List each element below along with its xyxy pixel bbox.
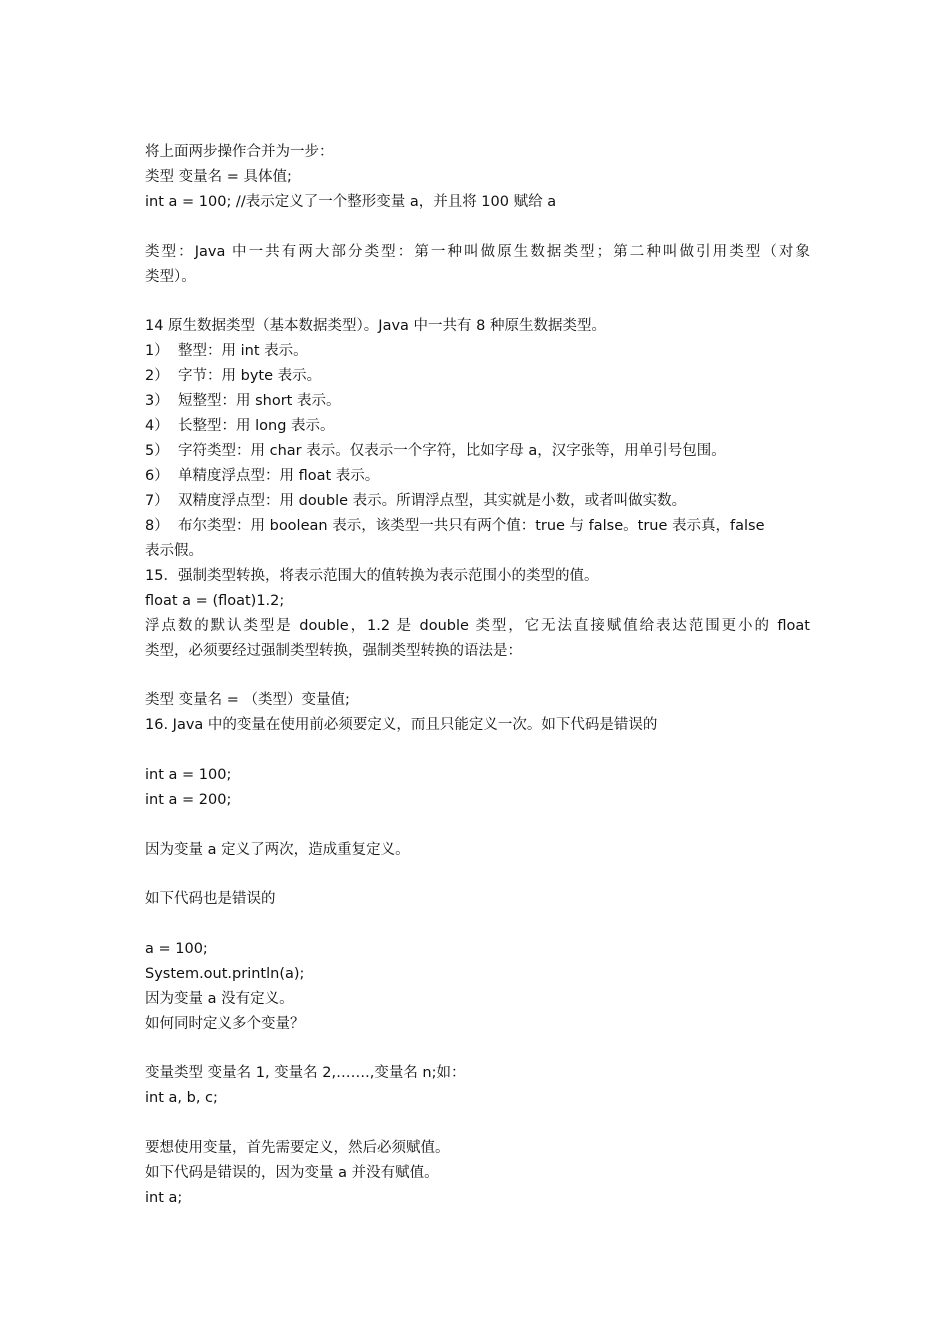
list-item-number: 2） — [145, 368, 169, 384]
code-line: a = 100; — [145, 941, 208, 957]
text-line: 类型 变量名 = （类型）变量值; — [145, 692, 350, 708]
text-line: 类型）。 — [145, 269, 196, 285]
list-item — [145, 492, 810, 510]
code-line: System.out.println(a); — [145, 966, 305, 982]
list-item-text: 双精度浮点型：用 double 表示。所谓浮点型，其实就是小数，或者叫做实数。 — [178, 493, 687, 509]
section-heading: 16. Java 中的变量在使用前必须要定义，而且只能定义一次。如下代码是错误的 — [145, 717, 658, 733]
section-heading: 15．强制类型转换，将表示范围大的值转换为表示范围小的类型的值。 — [145, 568, 599, 584]
code-line: int a = 100; //表示定义了一个整形变量 a，并且将 100 赋给 a — [145, 194, 557, 210]
text-line: 因为变量 a 定义了两次，造成重复定义。 — [145, 842, 410, 858]
code-line: int a = 100; — [145, 767, 232, 783]
list-item-text: 短整型：用 short 表示。 — [178, 393, 341, 409]
list-item-text: 单精度浮点型：用 float 表示。 — [178, 468, 380, 484]
code-line: float a = (float)1.2; — [145, 593, 285, 609]
text-line: 变量类型 变量名 1, 变量名 2,…….,变量名 n;如： — [145, 1065, 466, 1081]
list-item-number: 3） — [145, 393, 169, 409]
list-item-text: 字节：用 byte 表示。 — [178, 368, 322, 384]
text-line: 浮点数的默认类型是 double，1.2 是 double 类型，它无法直接赋值给表达范围更小的 float — [145, 618, 810, 634]
text-line: 将上面两步操作合并为一步： — [145, 144, 334, 160]
list-item-text: 整型：用 int 表示。 — [178, 343, 308, 359]
list-item-number: 5） — [145, 443, 169, 459]
list-item-number: 8） — [145, 518, 169, 534]
text-line: 类型 变量名 = 具体值; — [145, 169, 292, 185]
list-item-text: 布尔类型：用 boolean 表示，该类型一共只有两个值：true 与 false。true 表示真，false — [178, 518, 765, 534]
list-item-number: 7） — [145, 493, 169, 509]
text-line: 要想使用变量，首先需要定义，然后必须赋值。 — [145, 1140, 450, 1156]
text-line: 如下代码是错误的，因为变量 a 并没有赋值。 — [145, 1165, 439, 1181]
code-line: int a = 200; — [145, 792, 232, 808]
text-line: 类型，必须要经过强制类型转换，强制类型转换的语法是： — [145, 643, 522, 659]
section-heading: 14 原生数据类型（基本数据类型）。Java 中一共有 8 种原生数据类型。 — [145, 318, 606, 334]
list-item — [145, 442, 810, 460]
list-item — [145, 517, 810, 535]
code-line: int a, b, c; — [145, 1090, 218, 1106]
list-item — [145, 467, 810, 485]
list-item — [145, 367, 810, 385]
list-item-text: 长整型：用 long 表示。 — [178, 418, 335, 434]
text-line: 如下代码也是错误的 — [145, 891, 276, 907]
text-line: 表示假。 — [145, 543, 203, 559]
list-item — [145, 392, 810, 410]
list-item — [145, 417, 810, 435]
list-item-number: 6） — [145, 468, 169, 484]
list-item-number: 1） — [145, 343, 169, 359]
list-item-text: 字符类型：用 char 表示。仅表示一个字符，比如字母 a，汉字张等，用单引号包围。 — [178, 443, 726, 459]
text-line: 如何同时定义多个变量？ — [145, 1016, 305, 1032]
list-item — [145, 342, 810, 360]
text-line: 因为变量 a 没有定义。 — [145, 991, 294, 1007]
list-item-number: 4） — [145, 418, 169, 434]
code-line: int a; — [145, 1190, 183, 1206]
text-line: 类型：Java 中一共有两大部分类型：第一种叫做原生数据类型；第二种叫做引用类型（对象 — [145, 244, 810, 260]
